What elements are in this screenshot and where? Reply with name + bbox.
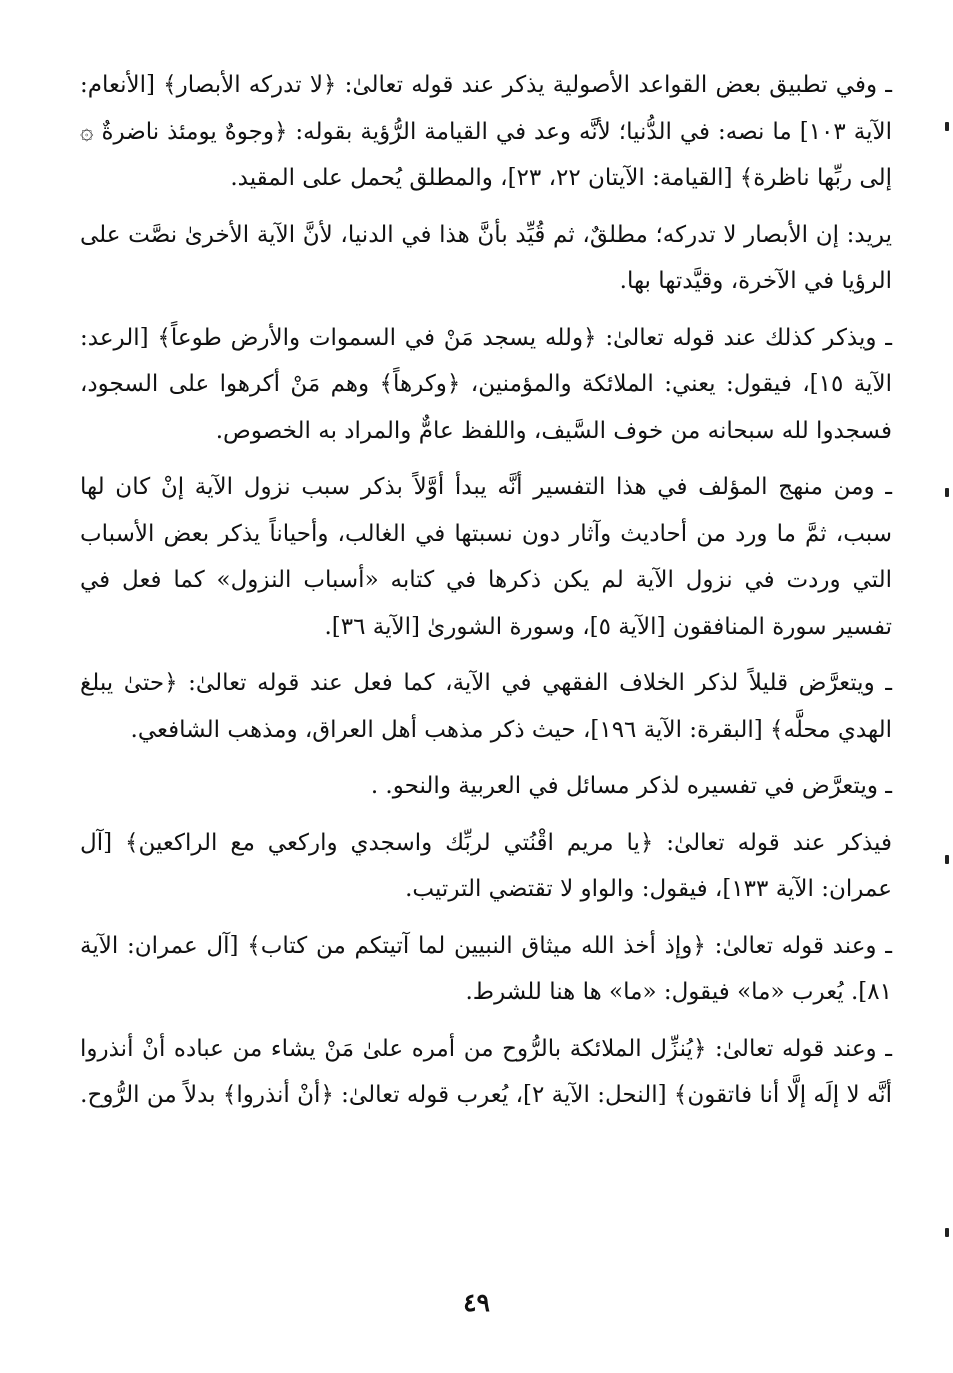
paragraph-usul-rules: ـ وفي تطبيق بعض القواعد الأصولية يذكر عند قوله تعالىٰ: ﴿لا تدركه الأبصار﴾ [الأنعام: الآية ١٠٣] ما نصه: في الدُّنيا؛ لأنَّه وعد في القيامة الرُّؤية بقوله: ﴿وجوهٌ يومئذ ناضرةٌ ۞ إلى ربِّها ناظرة﴾ [القيامة: الآيتان ٢٢، ٢٣]، والمطلق يُحمل على المقيد. <box>80 72 892 191</box>
page-body <box>80 62 892 1129</box>
paragraph-mithaq: ـ وعند قوله تعالىٰ: ﴿وإذ أخذ الله ميثاق النبيين لما آتيتكم من كتاب﴾ [آل عمران: الآية ٨١]. يُعرب «ما» فيقول: «ما» ها هنا للشرط. <box>80 932 892 1005</box>
margin-mark <box>945 488 949 497</box>
paragraph-fiqh-dispute: ـ ويتعرَّض قليلاً لذكر الخلاف الفقهي في الآية، كما فعل عند قوله تعالىٰ: ﴿حتىٰ يبلغ الهدي محلَّه﴾ [البقرة: الآية ١٩٦]، حيث ذكر مذهب أهل العراق، ومذهب الشافعي. <box>80 670 892 743</box>
paragraph-method-asbab: ـ ومن منهج المؤلف في هذا التفسير أنَّه يبدأ أوَّلاً بذكر سبب نزول الآية إنْ كان لها سبب، ثمَّ ما ورد من أحاديث وآثار دون نسبتها في الغالب، وأحياناً يذكر بعض الأسباب التي وردت في نزول الآية لم يكن ذكرها في كتابه «أسباب النزول» كما فعل في تفسير سورة المنافقون [الآية ٥]، وسورة الشورىٰ [الآية ٣٦]. <box>80 474 892 640</box>
paragraph-maryam: فيذكر عند قوله تعالىٰ: ﴿يا مريم اقْنُتي لربِّك واسجدي واركعي مع الراكعين﴾ [آل عمران: الآية ١٣٣]، فيقول: والواو لا تقتضي الترتيب. <box>80 829 892 902</box>
page-number: ٤٩ <box>463 1288 490 1317</box>
paragraph-grammar-intro: ـ ويتعرَّض في تفسيره لذكر مسائل في العربية والنحو. . <box>370 773 892 799</box>
margin-mark <box>945 122 949 131</box>
paragraph-nahl: ـ وعند قوله تعالىٰ: ﴿يُنزِّل الملائكة بالرُّوح من أمره علىٰ مَنْ يشاء من عباده أنْ أنذروا أنَّه لا إلَه إلَّا أنا فاتقون﴾ [النحل: الآية ٢]، يُعرب قوله تعالىٰ: ﴿أنْ أنذروا﴾ بدلاً من الرُّوح. <box>80 1035 892 1108</box>
paragraph-sujud: ـ ويذكر كذلك عند قوله تعالىٰ: ﴿ولله يسجد مَنْ في السموات والأرض طوعاً﴾ [الرعد: الآية ١٥]، فيقول: يعني: الملائكة والمؤمنين، ﴿وكرهاً﴾ وهم مَنْ أكرهوا على السجود، فسجدوا لله سبحانه من خوف السَّيف، واللفظ عامٌّ والمراد به الخصوص. <box>80 324 892 444</box>
margin-mark <box>945 1228 949 1237</box>
margin-mark <box>945 855 949 864</box>
paragraph-absolute-restricted: يريد: إن الأبصار لا تدركه؛ مطلقٌ، ثم قُيِّد بأنَّ هذا في الدنيا، لأنَّ الآية الأخرىٰ نصَّت على الرؤيا في الآخرة، وقيَّدتها بها. <box>80 221 892 294</box>
